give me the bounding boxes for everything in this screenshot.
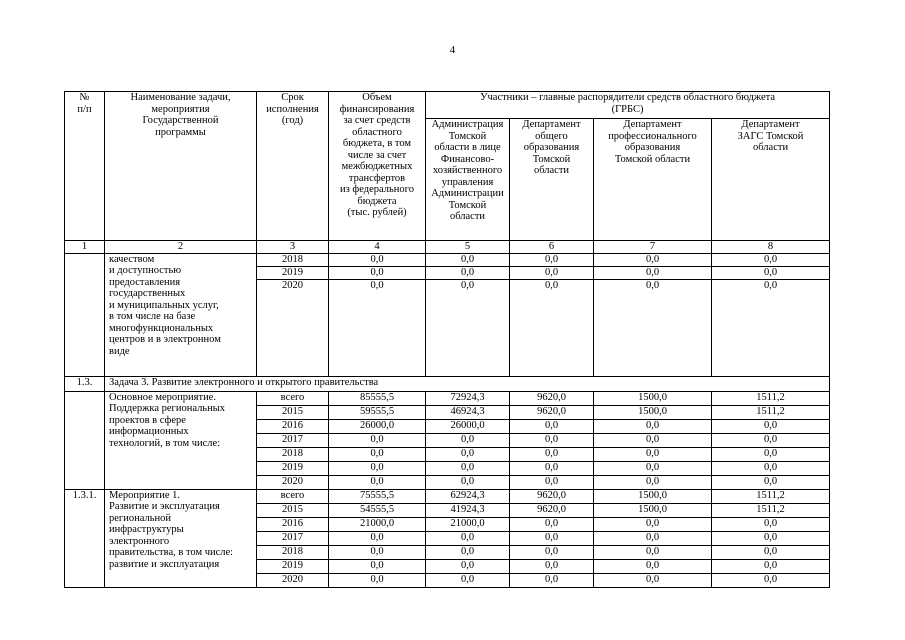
year-cell: 2020 xyxy=(257,573,329,587)
value-cell: 0,0 xyxy=(712,461,830,475)
value-cell: 0,0 xyxy=(594,475,712,489)
value-cell: 0,0 xyxy=(510,419,594,433)
value-cell: 21000,0 xyxy=(426,517,510,531)
header-participant-3: Департамент профессионального образования Томской области xyxy=(594,119,712,241)
year-cell: 2017 xyxy=(257,531,329,545)
value-cell: 0,0 xyxy=(594,461,712,475)
value-cell: 0,0 xyxy=(329,433,426,447)
value-cell: 0,0 xyxy=(510,517,594,531)
value-cell: 0,0 xyxy=(426,573,510,587)
column-number: 7 xyxy=(594,241,712,254)
value-cell: 0,0 xyxy=(594,433,712,447)
value-cell: 0,0 xyxy=(594,279,712,376)
value-cell: 0,0 xyxy=(712,433,830,447)
value-cell: 41924,3 xyxy=(426,503,510,517)
row-title: качеством и доступностью предоставления государственных и муниципальных услуг, в том числе на базе многофункциональных центров и в электронном виде xyxy=(105,253,257,376)
value-cell: 0,0 xyxy=(712,559,830,573)
value-cell: 1500,0 xyxy=(594,503,712,517)
year-cell: 2018 xyxy=(257,447,329,461)
value-cell: 0,0 xyxy=(426,447,510,461)
header-participant-1: Администрация Томской области в лице Финансово- хозяйственного управления Администрации Томской области xyxy=(426,119,510,241)
value-cell: 0,0 xyxy=(329,531,426,545)
value-cell: 0,0 xyxy=(712,253,830,266)
header-participant-4: Департамент ЗАГС Томской области xyxy=(712,119,830,241)
column-number: 6 xyxy=(510,241,594,254)
value-cell: 1500,0 xyxy=(594,391,712,405)
value-cell: 0,0 xyxy=(594,419,712,433)
value-cell: 0,0 xyxy=(712,517,830,531)
year-cell: 2020 xyxy=(257,475,329,489)
column-number: 4 xyxy=(329,241,426,254)
value-cell: 0,0 xyxy=(712,447,830,461)
value-cell: 0,0 xyxy=(329,461,426,475)
year-cell: 2019 xyxy=(257,266,329,279)
value-cell: 0,0 xyxy=(510,559,594,573)
value-cell: 1511,2 xyxy=(712,503,830,517)
value-cell: 0,0 xyxy=(329,447,426,461)
value-cell: 0,0 xyxy=(426,531,510,545)
value-cell: 46924,3 xyxy=(426,405,510,419)
value-cell: 0,0 xyxy=(510,531,594,545)
value-cell: 0,0 xyxy=(510,447,594,461)
value-cell: 54555,5 xyxy=(329,503,426,517)
column-number: 5 xyxy=(426,241,510,254)
value-cell: 1511,2 xyxy=(712,405,830,419)
value-cell: 0,0 xyxy=(426,545,510,559)
value-cell: 0,0 xyxy=(594,447,712,461)
value-cell: 0,0 xyxy=(712,419,830,433)
year-cell: 2016 xyxy=(257,517,329,531)
row-number xyxy=(65,253,105,376)
year-cell: 2019 xyxy=(257,461,329,475)
year-cell: всего xyxy=(257,391,329,405)
value-cell: 1511,2 xyxy=(712,489,830,503)
value-cell: 1511,2 xyxy=(712,391,830,405)
column-number: 8 xyxy=(712,241,830,254)
value-cell: 9620,0 xyxy=(510,503,594,517)
value-cell: 0,0 xyxy=(594,545,712,559)
value-cell: 0,0 xyxy=(426,266,510,279)
year-cell: 2018 xyxy=(257,545,329,559)
year-cell: 2019 xyxy=(257,559,329,573)
year-cell: 2015 xyxy=(257,503,329,517)
year-cell: 2016 xyxy=(257,419,329,433)
value-cell: 0,0 xyxy=(594,559,712,573)
row-number: 1.3.1. xyxy=(65,489,105,587)
task-number: 1.3. xyxy=(65,376,105,391)
value-cell: 0,0 xyxy=(426,559,510,573)
value-cell: 21000,0 xyxy=(329,517,426,531)
row-number xyxy=(65,391,105,489)
value-cell: 0,0 xyxy=(426,475,510,489)
value-cell: 9620,0 xyxy=(510,391,594,405)
value-cell: 9620,0 xyxy=(510,405,594,419)
header-participants: Участники – главные распорядители средств областного бюджета (ГРБС) xyxy=(426,92,830,119)
value-cell: 0,0 xyxy=(510,433,594,447)
value-cell: 0,0 xyxy=(510,475,594,489)
page-number: 4 xyxy=(449,44,456,56)
value-cell: 0,0 xyxy=(426,279,510,376)
task-row xyxy=(65,376,830,391)
header-row-1 xyxy=(65,92,830,119)
value-cell: 0,0 xyxy=(712,573,830,587)
row-title: Мероприятие 1. Развитие и эксплуатация региональной инфраструктуры электронного правительства, в том числе: развитие и эксплуатация xyxy=(105,489,257,587)
header-name: Наименование задачи, мероприятия Государственной программы xyxy=(105,92,257,241)
column-number: 1 xyxy=(65,241,105,254)
value-cell: 0,0 xyxy=(510,573,594,587)
value-cell: 0,0 xyxy=(594,266,712,279)
value-cell: 1500,0 xyxy=(594,489,712,503)
program-table xyxy=(64,91,830,588)
value-cell: 0,0 xyxy=(329,559,426,573)
header-participant-2: Департамент общего образования Томской области xyxy=(510,119,594,241)
value-cell: 0,0 xyxy=(712,475,830,489)
value-cell: 72924,3 xyxy=(426,391,510,405)
value-cell: 0,0 xyxy=(712,279,830,376)
value-cell: 0,0 xyxy=(594,573,712,587)
table-row xyxy=(65,391,830,405)
value-cell: 0,0 xyxy=(329,545,426,559)
value-cell: 0,0 xyxy=(329,279,426,376)
value-cell: 0,0 xyxy=(510,253,594,266)
value-cell: 1500,0 xyxy=(594,405,712,419)
value-cell: 0,0 xyxy=(329,573,426,587)
value-cell: 0,0 xyxy=(426,253,510,266)
value-cell: 0,0 xyxy=(594,531,712,545)
value-cell: 26000,0 xyxy=(329,419,426,433)
column-number: 2 xyxy=(105,241,257,254)
value-cell: 0,0 xyxy=(329,266,426,279)
value-cell: 0,0 xyxy=(510,279,594,376)
value-cell: 85555,5 xyxy=(329,391,426,405)
column-number: 3 xyxy=(257,241,329,254)
value-cell: 0,0 xyxy=(594,253,712,266)
value-cell: 0,0 xyxy=(510,461,594,475)
year-cell: 2020 xyxy=(257,279,329,376)
value-cell: 0,0 xyxy=(329,475,426,489)
task-title: Задача 3. Развитие электронного и открытого правительства xyxy=(105,376,830,391)
year-cell: 2015 xyxy=(257,405,329,419)
value-cell: 0,0 xyxy=(426,461,510,475)
row-title: Основное мероприятие. Поддержка региональных проектов в сфере информационных технологий, в том числе: xyxy=(105,391,257,489)
table-row xyxy=(65,489,830,503)
value-cell: 9620,0 xyxy=(510,489,594,503)
value-cell: 0,0 xyxy=(329,253,426,266)
value-cell: 0,0 xyxy=(594,517,712,531)
column-numbers-row xyxy=(65,241,830,254)
value-cell: 0,0 xyxy=(510,545,594,559)
value-cell: 26000,0 xyxy=(426,419,510,433)
table-row xyxy=(65,253,830,266)
value-cell: 75555,5 xyxy=(329,489,426,503)
value-cell: 62924,3 xyxy=(426,489,510,503)
value-cell: 0,0 xyxy=(510,266,594,279)
value-cell: 0,0 xyxy=(712,531,830,545)
year-cell: 2017 xyxy=(257,433,329,447)
value-cell: 0,0 xyxy=(426,433,510,447)
value-cell: 0,0 xyxy=(712,545,830,559)
year-cell: 2018 xyxy=(257,253,329,266)
value-cell: 59555,5 xyxy=(329,405,426,419)
header-term: Срок исполнения (год) xyxy=(257,92,329,241)
header-volume: Объем финансирования за счет средств областного бюджета, в том числе за счет межбюджетных трансфертов из федерального бюджета (тыс. рублей) xyxy=(329,92,426,241)
year-cell: всего xyxy=(257,489,329,503)
header-num: № п/п xyxy=(65,92,105,241)
value-cell: 0,0 xyxy=(712,266,830,279)
